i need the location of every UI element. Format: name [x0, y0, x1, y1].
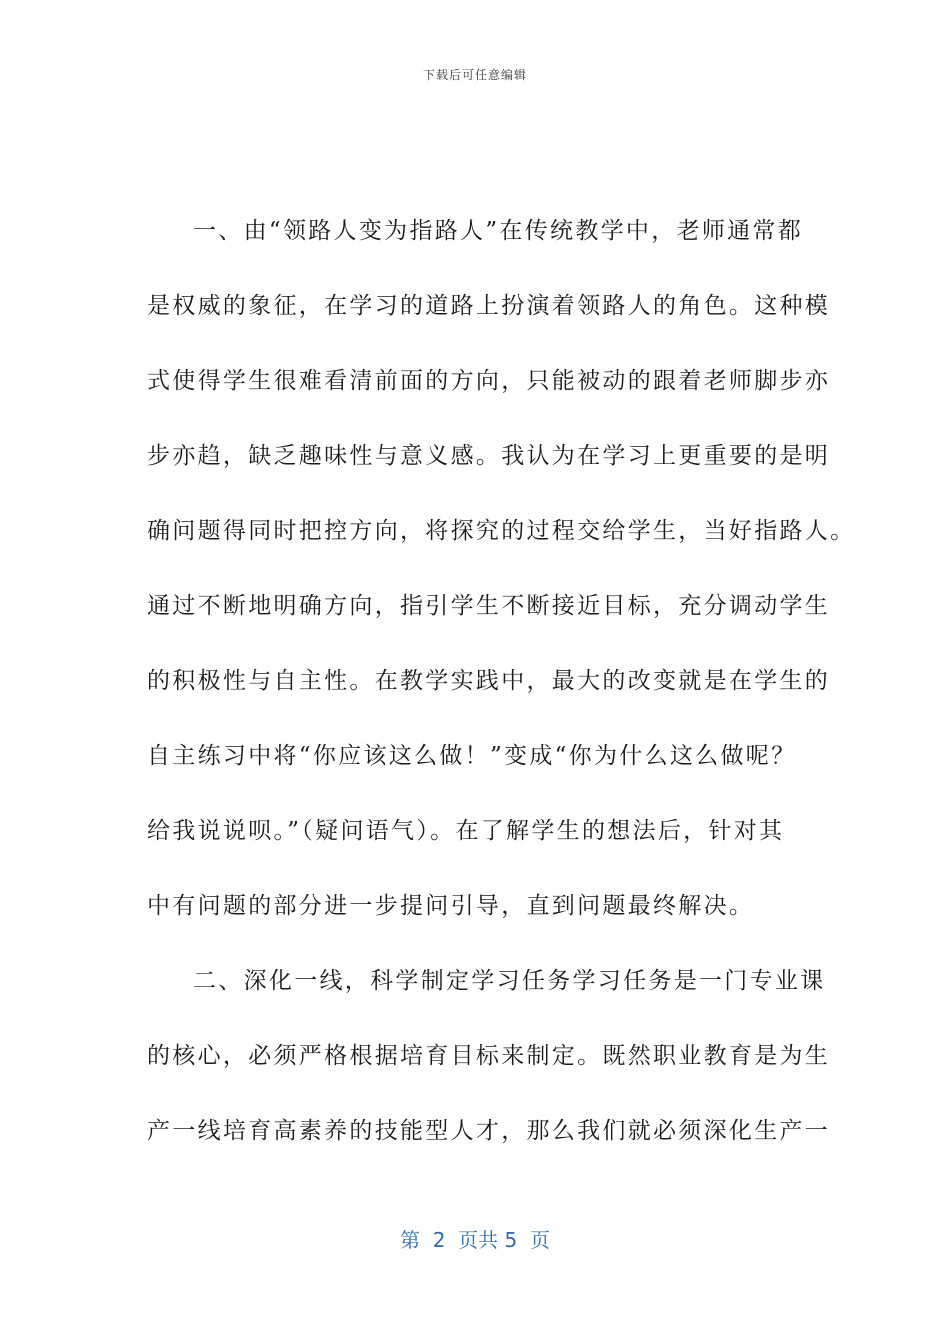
paragraph-line: 的积极性与自主性。在教学实践中，最大的改变就是在学生的: [147, 668, 831, 694]
paragraph-line: 二、深化一线，科学制定学习任务学习任务是一门专业课: [193, 968, 826, 994]
paragraph-line: 产一线培育高素养的技能型人才，那么我们就必须深化生产一: [147, 1118, 831, 1144]
page-header: 下载后可任意编辑: [422, 68, 527, 82]
paragraph-line: 的核心，必须严格根据培育目标来制定。既然职业教育是为生: [147, 1043, 831, 1069]
paragraph-line: 通过不断地明确方向，指引学生不断接近目标，充分调动学生: [147, 593, 831, 619]
paragraph-line: 一、由“领路人变为指路人”在传统教学中，老师通常都: [193, 218, 804, 244]
paragraph-line: 是权威的象征，在学习的道路上扮演着领路人的角色。这种模: [147, 293, 831, 319]
document-body: [147, 194, 856, 1169]
paragraph-line: 确问题得同时把控方向，将探究的过程交给学生，当好指路人。: [147, 518, 856, 544]
paragraph-line: 步亦趋，缺乏趣味性与意义感。我认为在学习上更重要的是明: [147, 443, 831, 469]
page-number-footer: 第 2 页共 5 页: [400, 1228, 550, 1252]
paragraph-line: 自主练习中将“你应该这么做！”变成“你为什么这么做呢？: [147, 743, 797, 769]
paragraph-line: 式使得学生很难看清前面的方向，只能被动的跟着老师脚步亦: [147, 368, 831, 394]
paragraph-line: 中有问题的部分进一步提问引导，直到问题最终解决。: [147, 893, 755, 919]
paragraph-line: 给我说说呗。”（疑问语气）。在了解学生的想法后，针对其: [147, 818, 785, 844]
